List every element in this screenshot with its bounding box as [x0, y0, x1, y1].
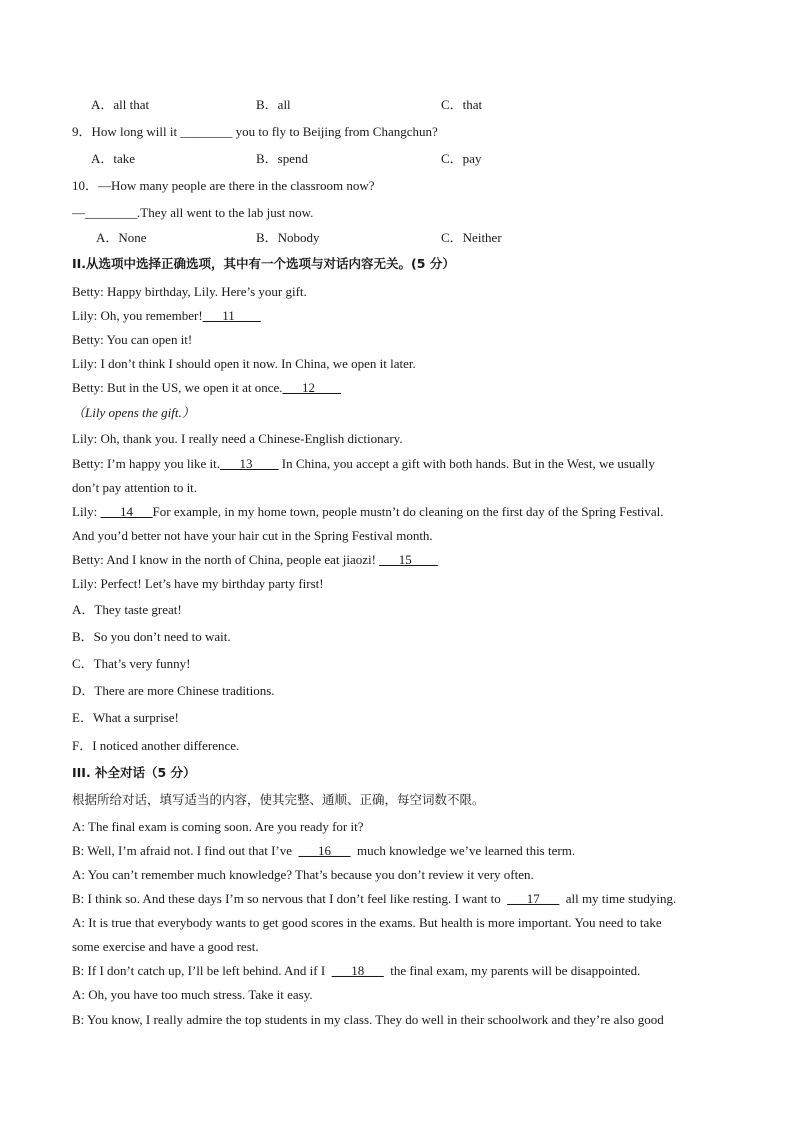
blank-17: ___17___: [507, 891, 560, 906]
dialogue-line: [72, 456, 655, 472]
dialogue-text: B: If I don’t catch up, I’ll be left behind. And if I: [72, 963, 326, 978]
dialogue-text: Lily: Oh, you remember!: [72, 308, 203, 323]
dialogue-line: [72, 891, 676, 907]
dialogue-line: [72, 380, 341, 396]
dialogue-line: Lily: I don’t think I should open it now. In China, we open it later.: [72, 356, 416, 371]
dialogue-line: A: You can’t remember much knowledge? That’s because you don’t review it very often.: [72, 867, 534, 882]
dialogue-line: B: You know, I really admire the top students in my class. They do well in their schoolwork and they’re also good: [72, 1012, 664, 1027]
blank-14: ___14___: [100, 504, 153, 519]
choice-option-d: D．There are more Chinese traditions.: [72, 683, 275, 698]
blank-15: ___15____: [379, 552, 438, 567]
dialogue-line: don’t pay attention to it.: [72, 480, 198, 495]
dialogue-line: And you’d better not have your hair cut in the Spring Festival month.: [72, 528, 433, 543]
dialogue-line: [72, 552, 438, 568]
dialogue-text: Betty: And I know in the north of China, people eat jiaozi!: [72, 552, 376, 567]
q8-option-a: A．all that: [91, 97, 150, 112]
dialogue-text: all my time studying.: [565, 891, 677, 906]
dialogue-line: Lily: Oh, thank you. I really need a Chinese-English dictionary.: [72, 431, 403, 446]
q10-reply: —________.They all went to the lab just now.: [72, 205, 314, 220]
choice-option-b: B．So you don’t need to wait.: [72, 629, 231, 644]
section3-heading: III. 补全对话（5 分）: [72, 765, 196, 780]
dialogue-text: Betty: But in the US, we open it at once.: [72, 380, 283, 395]
stage-direction: （Lily opens the gift.）: [72, 405, 195, 420]
dialogue-text: B: I think so. And these days I’m so nervous that I don’t feel like resting. I want to: [72, 891, 501, 906]
q8-option-b: B．all: [256, 97, 291, 112]
dialogue-line: [72, 843, 575, 859]
dialogue-line: A: Oh, you have too much stress. Take it easy.: [72, 987, 313, 1002]
blank-13: ___13____: [220, 456, 279, 471]
q9-option-a: A．take: [91, 151, 136, 166]
dialogue-line: [72, 308, 261, 324]
q10-question: 10．—How many people are there in the classroom now?: [72, 178, 375, 193]
q9-option-c: C．pay: [441, 151, 482, 166]
dialogue-text: the final exam, my parents will be disappointed.: [390, 963, 641, 978]
dialogue-line: [72, 963, 640, 979]
blank-16: ___16___: [298, 843, 351, 858]
blank-11: ___11____: [202, 308, 261, 323]
choice-option-a: A．They taste great!: [72, 602, 182, 617]
section3-instruction: 根据所给对话，填写适当的内容，使其完整、通顺、正确，每空词数不限。: [72, 792, 485, 807]
choice-option-c: C．That’s very funny!: [72, 656, 191, 671]
q9-question: 9．How long will it ________ you to fly to Beijing from Changchun?: [72, 124, 438, 139]
q10-option-b: B．Nobody: [256, 230, 320, 245]
choice-option-f: F．I noticed another difference.: [72, 738, 240, 753]
dialogue-line: [72, 504, 664, 520]
dialogue-line: Betty: You can open it!: [72, 332, 193, 347]
q9-option-b: B．spend: [256, 151, 309, 166]
blank-18: ___18___: [331, 963, 384, 978]
dialogue-line: some exercise and have a good rest.: [72, 939, 259, 954]
dialogue-line: A: The final exam is coming soon. Are you ready for it?: [72, 819, 364, 834]
dialogue-text: Lily:: [72, 504, 98, 519]
q10-option-a: A．None: [96, 230, 147, 245]
dialogue-text: For example, in my home town, people mustn’t do cleaning on the first day of the Spring Festival.: [152, 504, 664, 519]
dialogue-text: Betty: I’m happy you like it.: [72, 456, 221, 471]
dialogue-line: A: It is true that everybody wants to get good scores in the exams. But health is more important. You need to take: [72, 915, 662, 930]
blank-12: ___12____: [282, 380, 341, 395]
dialogue-text: In China, you accept a gift with both hands. But in the West, we usually: [281, 456, 655, 471]
dialogue-line: Betty: Happy birthday, Lily. Here’s your gift.: [72, 284, 307, 299]
dialogue-text: B: Well, I’m afraid not. I find out that I’ve: [72, 843, 293, 858]
dialogue-line: Lily: Perfect! Let’s have my birthday party first!: [72, 576, 324, 591]
section2-heading: II.从选项中选择正确选项，其中有一个选项与对话内容无关。(5 分）: [72, 256, 455, 271]
choice-option-e: E．What a surprise!: [72, 710, 179, 725]
q8-option-c: C．that: [441, 97, 483, 112]
q10-option-c: C．Neither: [441, 230, 502, 245]
dialogue-text: much knowledge we’ve learned this term.: [357, 843, 576, 858]
